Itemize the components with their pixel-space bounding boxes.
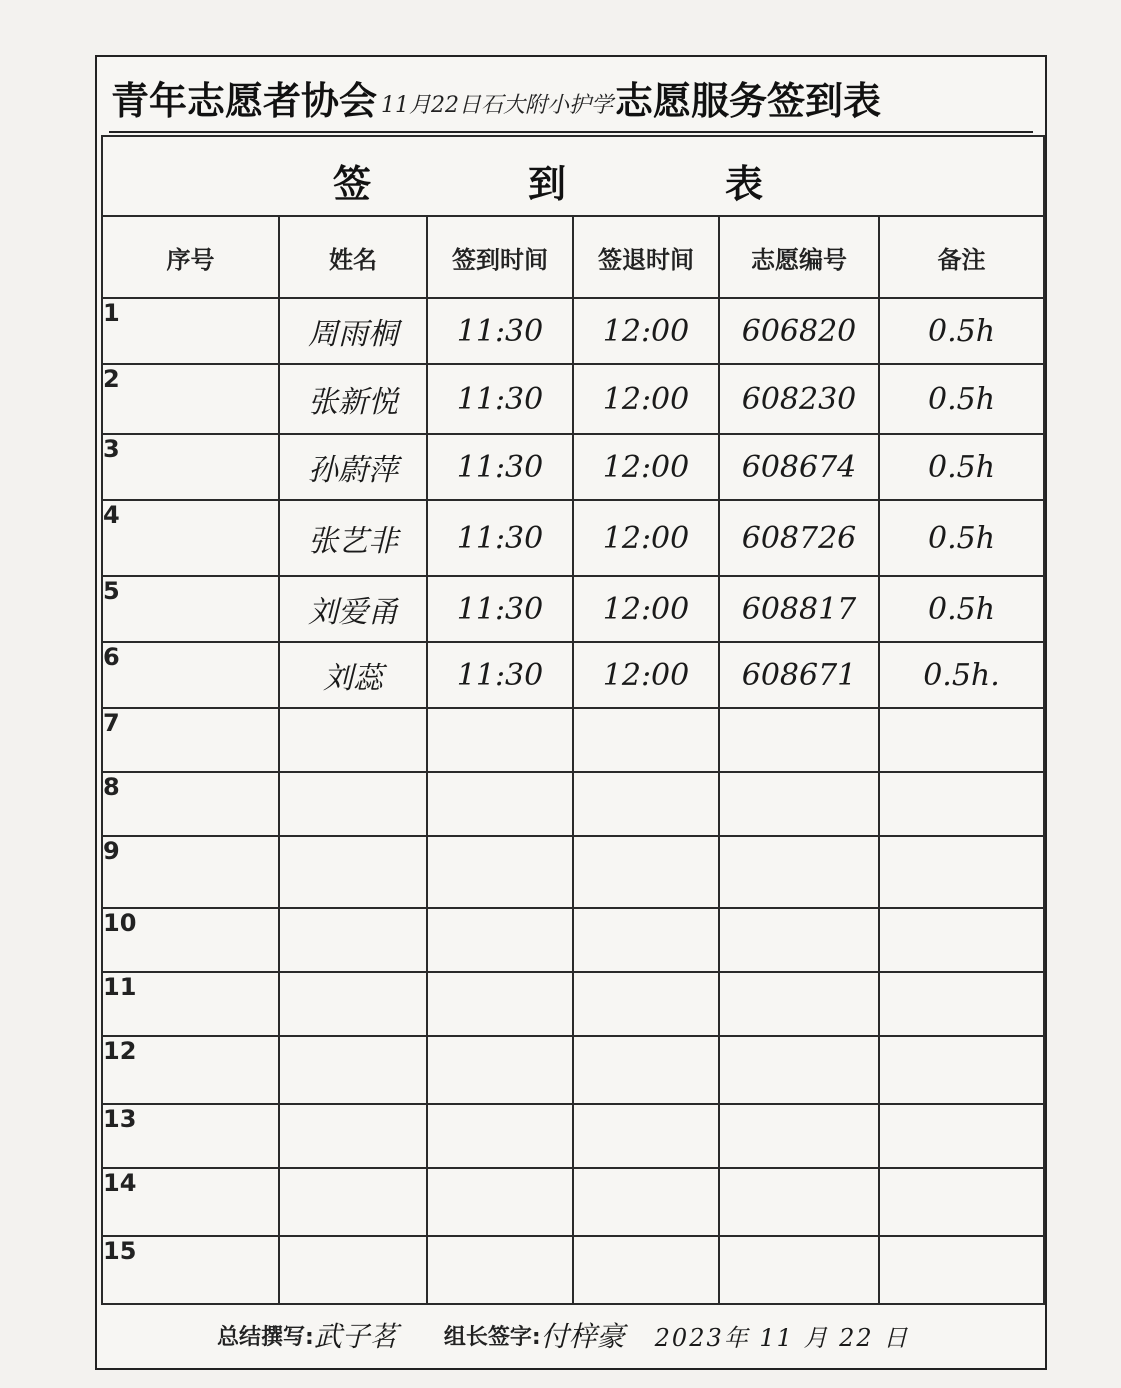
banner-char: 到 (528, 162, 567, 206)
banner-char: 签 (333, 162, 372, 206)
row-sign-in (427, 1168, 573, 1236)
row-volunteer-id (719, 908, 879, 972)
row-number: 8 (102, 772, 279, 836)
row-sign-out (573, 1168, 719, 1236)
row-sign-in (427, 972, 573, 1036)
title-prefix: 青年志愿者协会 (111, 79, 378, 123)
row-sign-in (427, 1104, 573, 1168)
title-suffix: 志愿服务签到表 (615, 79, 882, 123)
row-number: 2 (102, 364, 279, 434)
row-name (279, 1036, 427, 1104)
row-volunteer-id: 608674 (719, 434, 879, 500)
row-volunteer-id (719, 1168, 879, 1236)
row-number: 9 (102, 836, 279, 908)
table-row (102, 772, 1044, 836)
row-note: 0.5h. (879, 642, 1044, 708)
row-sign-in (427, 1236, 573, 1304)
row-note (879, 708, 1044, 772)
row-number: 4 (102, 500, 279, 576)
header-volunteer-id: 志愿编号 (719, 216, 879, 298)
sign-in-sheet (95, 55, 1047, 1370)
row-name: 孙蔚萍 (279, 434, 427, 500)
header-row (102, 216, 1044, 298)
row-sign-in: 11:30 (427, 364, 573, 434)
row-note (879, 1236, 1044, 1304)
table-row (102, 708, 1044, 772)
row-number: 15 (102, 1236, 279, 1304)
row-number: 3 (102, 434, 279, 500)
sign-in-table (101, 135, 1045, 1305)
row-number: 5 (102, 576, 279, 642)
row-volunteer-id (719, 1236, 879, 1304)
row-sign-in (427, 1036, 573, 1104)
table-row (102, 298, 1044, 364)
title-underline (109, 131, 1033, 133)
row-sign-out (573, 972, 719, 1036)
row-sign-out (573, 708, 719, 772)
row-name (279, 836, 427, 908)
table-row (102, 500, 1044, 576)
summary-label: 总结撰写: (217, 1324, 314, 1350)
table-row (102, 434, 1044, 500)
row-note (879, 836, 1044, 908)
row-sign-in: 11:30 (427, 298, 573, 364)
row-sign-in: 11:30 (427, 434, 573, 500)
row-sign-out (573, 1104, 719, 1168)
row-volunteer-id (719, 772, 879, 836)
table-row (102, 972, 1044, 1036)
row-sign-in: 11:30 (427, 642, 573, 708)
sheet-title (97, 57, 1045, 135)
row-sign-out (573, 1236, 719, 1304)
row-note: 0.5h (879, 576, 1044, 642)
row-note (879, 1036, 1044, 1104)
row-volunteer-id (719, 1036, 879, 1104)
row-volunteer-id (719, 972, 879, 1036)
table-row (102, 364, 1044, 434)
row-sign-in: 11:30 (427, 500, 573, 576)
row-number: 14 (102, 1168, 279, 1236)
row-sign-out: 12:00 (573, 500, 719, 576)
row-name (279, 1236, 427, 1304)
row-note (879, 972, 1044, 1036)
table-row (102, 1168, 1044, 1236)
row-number: 11 (102, 972, 279, 1036)
header-sign-in-time: 签到时间 (427, 216, 573, 298)
row-note: 0.5h (879, 500, 1044, 576)
row-number: 13 (102, 1104, 279, 1168)
row-sign-out: 12:00 (573, 298, 719, 364)
table-row (102, 908, 1044, 972)
table-row (102, 1236, 1044, 1304)
row-volunteer-id: 608671 (719, 642, 879, 708)
row-sign-out: 12:00 (573, 576, 719, 642)
row-volunteer-id: 606820 (719, 298, 879, 364)
header-name: 姓名 (279, 216, 427, 298)
row-name (279, 1168, 427, 1236)
row-note (879, 908, 1044, 972)
row-number: 12 (102, 1036, 279, 1104)
banner-char: 表 (725, 162, 764, 206)
row-name: 张新悦 (279, 364, 427, 434)
table-row (102, 576, 1044, 642)
leader-signature: 付梓豪 (540, 1320, 625, 1353)
leader-label: 组长签字: (443, 1324, 541, 1350)
row-sign-in: 11:30 (427, 576, 573, 642)
row-sign-out: 12:00 (573, 364, 719, 434)
row-name (279, 972, 427, 1036)
row-name (279, 1104, 427, 1168)
row-number: 10 (102, 908, 279, 972)
row-name (279, 772, 427, 836)
title-handwritten: 11月22日石大附小护学 (381, 93, 614, 118)
row-volunteer-id (719, 708, 879, 772)
row-note: 0.5h (879, 298, 1044, 364)
row-number: 6 (102, 642, 279, 708)
header-no: 序号 (102, 216, 279, 298)
row-volunteer-id: 608230 (719, 364, 879, 434)
row-name (279, 908, 427, 972)
row-sign-out: 12:00 (573, 642, 719, 708)
header-note: 备注 (879, 216, 1044, 298)
row-note (879, 1104, 1044, 1168)
row-name: 刘爱甬 (279, 576, 427, 642)
table-row (102, 1036, 1044, 1104)
row-name: 刘蕊 (279, 642, 427, 708)
table-row (102, 1104, 1044, 1168)
row-sign-out: 12:00 (573, 434, 719, 500)
row-sign-out (573, 908, 719, 972)
row-note: 0.5h (879, 364, 1044, 434)
sheet-date: 2023年 11 月 22 日 (654, 1323, 910, 1352)
row-number: 1 (102, 298, 279, 364)
row-name: 周雨桐 (279, 298, 427, 364)
row-volunteer-id: 608726 (719, 500, 879, 576)
row-sign-in (427, 908, 573, 972)
summary-signature: 武子茗 (313, 1320, 398, 1353)
row-sign-in (427, 772, 573, 836)
row-sign-out (573, 772, 719, 836)
row-sign-in (427, 836, 573, 908)
table-row (102, 642, 1044, 708)
row-note (879, 772, 1044, 836)
row-volunteer-id (719, 836, 879, 908)
row-note (879, 1168, 1044, 1236)
row-name: 张艺非 (279, 500, 427, 576)
row-volunteer-id (719, 1104, 879, 1168)
header-sign-out-time: 签退时间 (573, 216, 719, 298)
table-row (102, 836, 1044, 908)
sheet-footer (97, 1302, 1045, 1368)
row-note: 0.5h (879, 434, 1044, 500)
row-sign-out (573, 836, 719, 908)
table-banner (102, 136, 1044, 216)
row-number: 7 (102, 708, 279, 772)
row-sign-out (573, 1036, 719, 1104)
row-name (279, 708, 427, 772)
row-sign-in (427, 708, 573, 772)
row-volunteer-id: 608817 (719, 576, 879, 642)
